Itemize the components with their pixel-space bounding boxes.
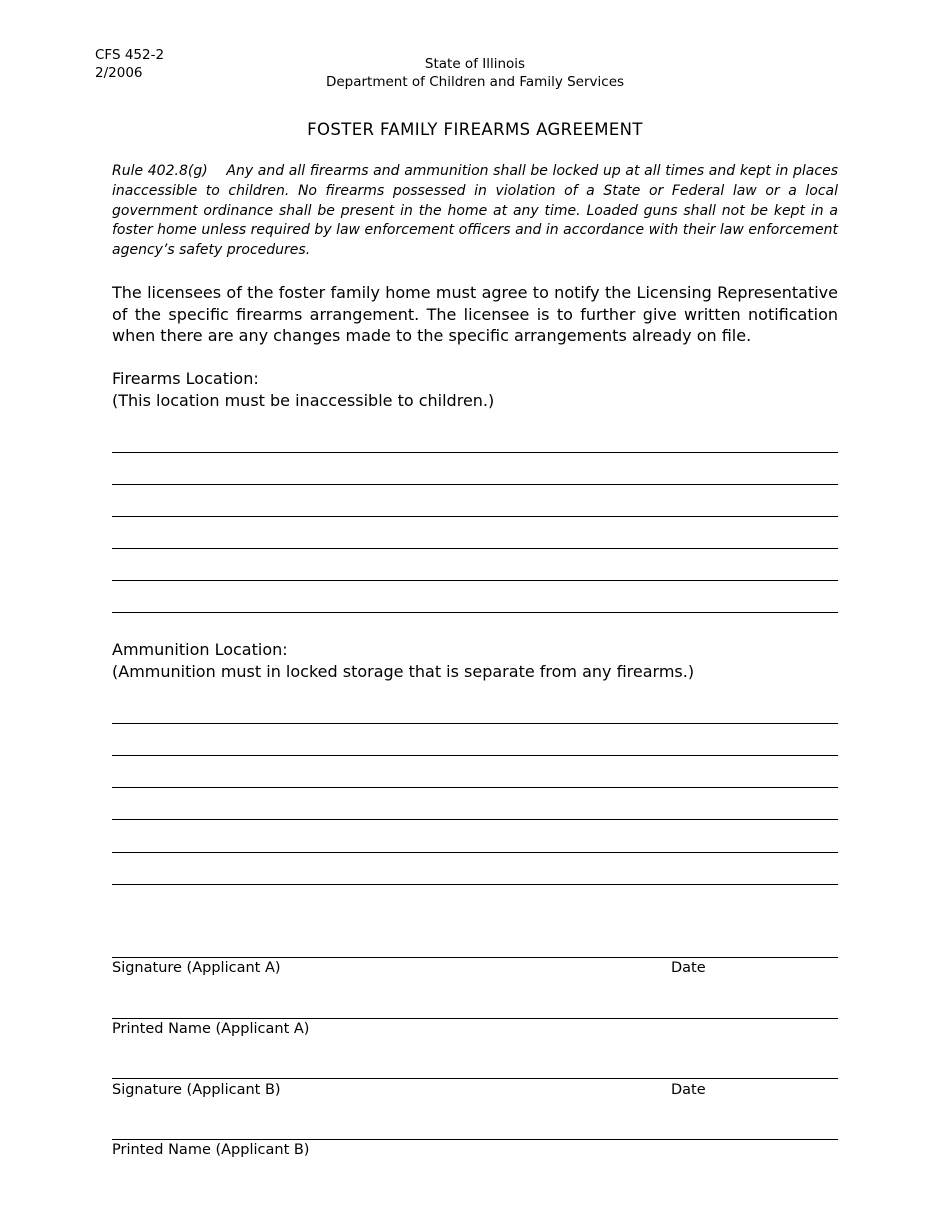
ammunition-location-line-6[interactable] [112,884,838,885]
date-a-label: Date [671,960,706,976]
signature-b-line[interactable] [112,1078,838,1079]
agency-header [0,55,950,91]
department-name: Department of Children and Family Services [325,74,625,90]
printed-name-b-line[interactable] [112,1139,838,1140]
firearms-location-line-2[interactable] [112,484,838,485]
signature-a-label: Signature (Applicant A) [112,960,281,976]
firearms-location-line-5[interactable] [112,580,838,581]
state-name: State of Illinois [424,56,526,72]
firearms-location-line-4[interactable] [112,548,838,549]
firearms-section [112,368,494,411]
form-number: CFS 452-2 [95,47,165,63]
ammunition-location-line-5[interactable] [112,852,838,853]
firearms-location-note: (This location must be inaccessible to children.) [112,390,495,410]
ammunition-section [112,639,694,682]
signature-a-line[interactable] [112,957,838,958]
firearms-location-line-6[interactable] [112,612,838,613]
ammunition-location-line-3[interactable] [112,787,838,788]
printed-name-a-label: Printed Name (Applicant A) [112,1021,310,1037]
rule-paragraph: Rule 402.8(g) Any and all firearms and ammunition shall be locked up at all times and kept in places inaccessible to children. No firearms possessed in violation of a State or Federal law or a local government ordinance shall be present in the home at any time. Loaded guns shall not be kept in a foster home unless required by law enforcement officers and in accordance with their law enforcement agency’s safety procedures. [112,163,843,259]
firearms-location-line-3[interactable] [112,516,838,517]
date-b-label: Date [671,1082,706,1098]
ammunition-location-note: (Ammunition must in locked storage that is separate from any firearms.) [112,661,695,681]
firearms-location-label: Firearms Location: [112,369,259,388]
document-title: FOSTER FAMILY FIREARMS AGREEMENT [307,120,643,139]
ammunition-location-line-1[interactable] [112,723,838,724]
form-date: 2/2006 [95,65,143,81]
printed-name-b-label: Printed Name (Applicant B) [112,1142,310,1158]
firearms-location-line-1[interactable] [112,452,838,453]
ammunition-location-label: Ammunition Location: [112,640,288,659]
printed-name-a-line[interactable] [112,1018,838,1019]
intro-paragraph: The licensees of the foster family home must agree to notify the Licensing Representative of the specific firearms arrangement. The licensee is to further give written notification when there are any changes made to the specific arrangements already on file. [112,283,838,345]
signature-b-label: Signature (Applicant B) [112,1082,281,1098]
ammunition-location-line-2[interactable] [112,755,838,756]
ammunition-location-line-4[interactable] [112,819,838,820]
